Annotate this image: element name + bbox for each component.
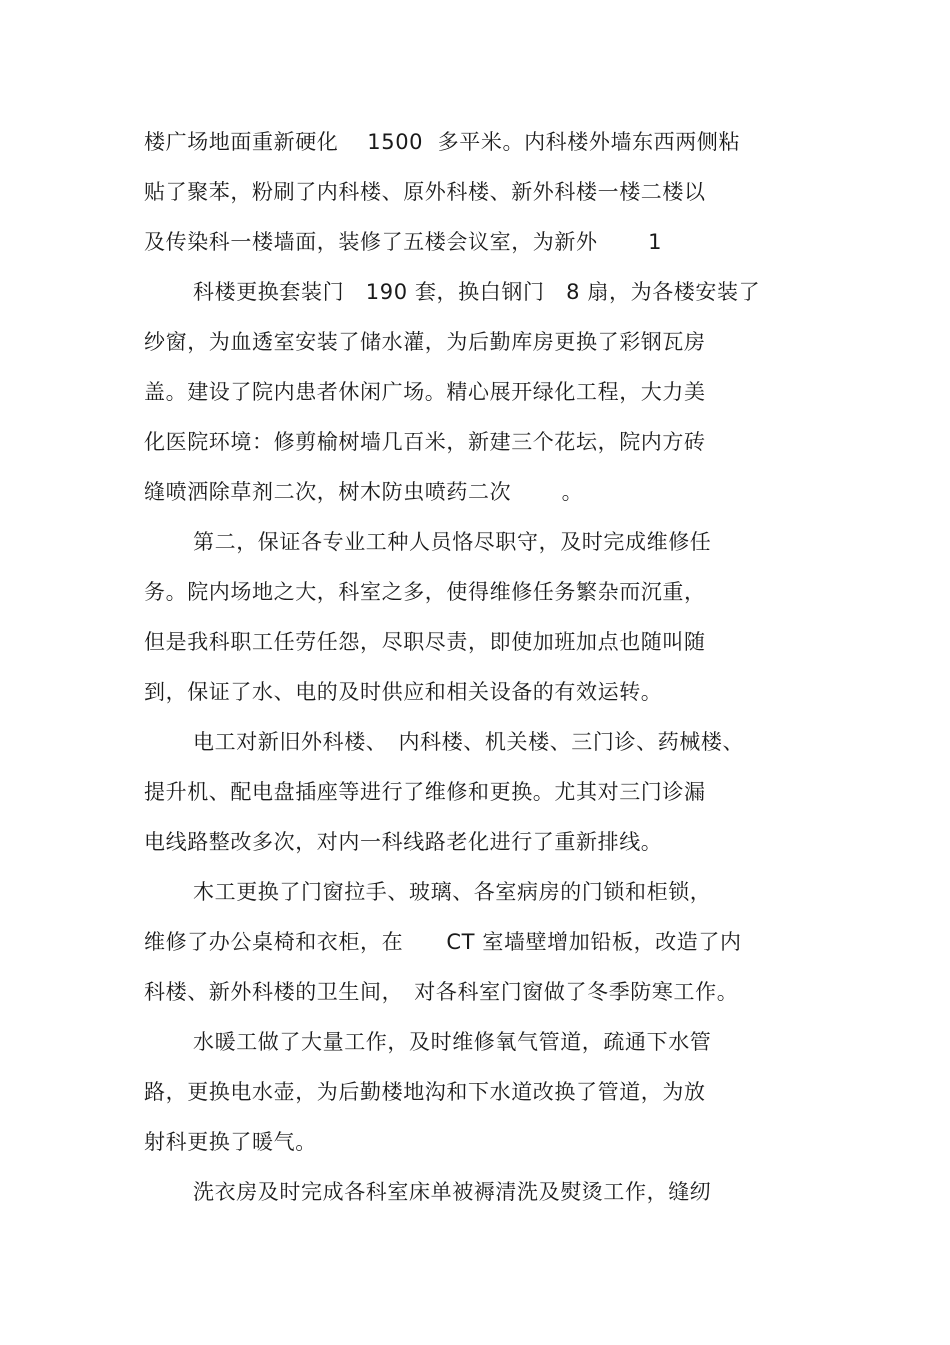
text-line: 路，更换电水壶，为后勤楼地沟和下水道改换了管道，为放 [144, 1080, 706, 1104]
text-line: 楼广场地面重新硬化 1500 多平米。内科楼外墙东西两侧粘 [144, 130, 741, 154]
paragraph-start-line: 木工更换了门窗拉手、玻璃、各室病房的门锁和柜锁， [193, 880, 712, 904]
text-line: 提升机、配电盘插座等进行了维修和更换。尤其对三门诊漏 [144, 780, 706, 804]
text-line: 务。院内场地之大，科室之多，使得维修任务繁杂而沉重， [144, 580, 706, 604]
paragraph-start-line: 科楼更换套装门 190 套，换白钢门 8 扇，为各楼安装了 [193, 280, 761, 304]
text-line: 但是我科职工任劳任怨，尽职尽责，即使加班加点也随叫随 [144, 630, 706, 654]
text-line: 电线路整改多次，对内一科线路老化进行了重新排线。 [144, 830, 663, 854]
text-line: 缝喷洒除草剂二次，树木防虫喷药二次 。 [144, 480, 584, 504]
paragraph-start-line: 电工对新旧外科楼、 内科楼、机关楼、三门诊、药械楼、 [193, 730, 745, 754]
text-line: 及传染科一楼墙面，装修了五楼会议室，为新外 1 [144, 230, 663, 254]
text-line: 科楼、新外科楼的卫生间， 对各科室门窗做了冬季防寒工作。 [144, 980, 739, 1004]
text-line: 盖。建设了院内患者休闲广场。精心展开绿化工程，大力美 [144, 380, 706, 404]
text-line: 化医院环境：修剪榆树墙几百米，新建三个花坛，院内方砖 [144, 430, 706, 454]
text-line: 射科更换了暖气。 [144, 1130, 317, 1154]
text-line: 贴了聚苯，粉刷了内科楼、原外科楼、新外科楼一楼二楼以 [144, 180, 706, 204]
text-line: 维修了办公桌椅和衣柜，在 CT 室墙壁增加铅板，改造了内 [144, 930, 742, 954]
text-line: 到，保证了水、电的及时供应和相关设备的有效运转。 [144, 680, 663, 704]
text-line: 纱窗，为血透室安装了储水灌，为后勤库房更换了彩钢瓦房 [144, 330, 706, 354]
paragraph-start-line: 第二，保证各专业工种人员恪尽职守，及时完成维修任 [193, 530, 712, 554]
paragraph-start-line: 水暖工做了大量工作，及时维修氧气管道，疏通下水管 [193, 1030, 712, 1054]
paragraph-start-line: 洗衣房及时完成各科室床单被褥清洗及熨烫工作，缝纫 [193, 1180, 712, 1204]
